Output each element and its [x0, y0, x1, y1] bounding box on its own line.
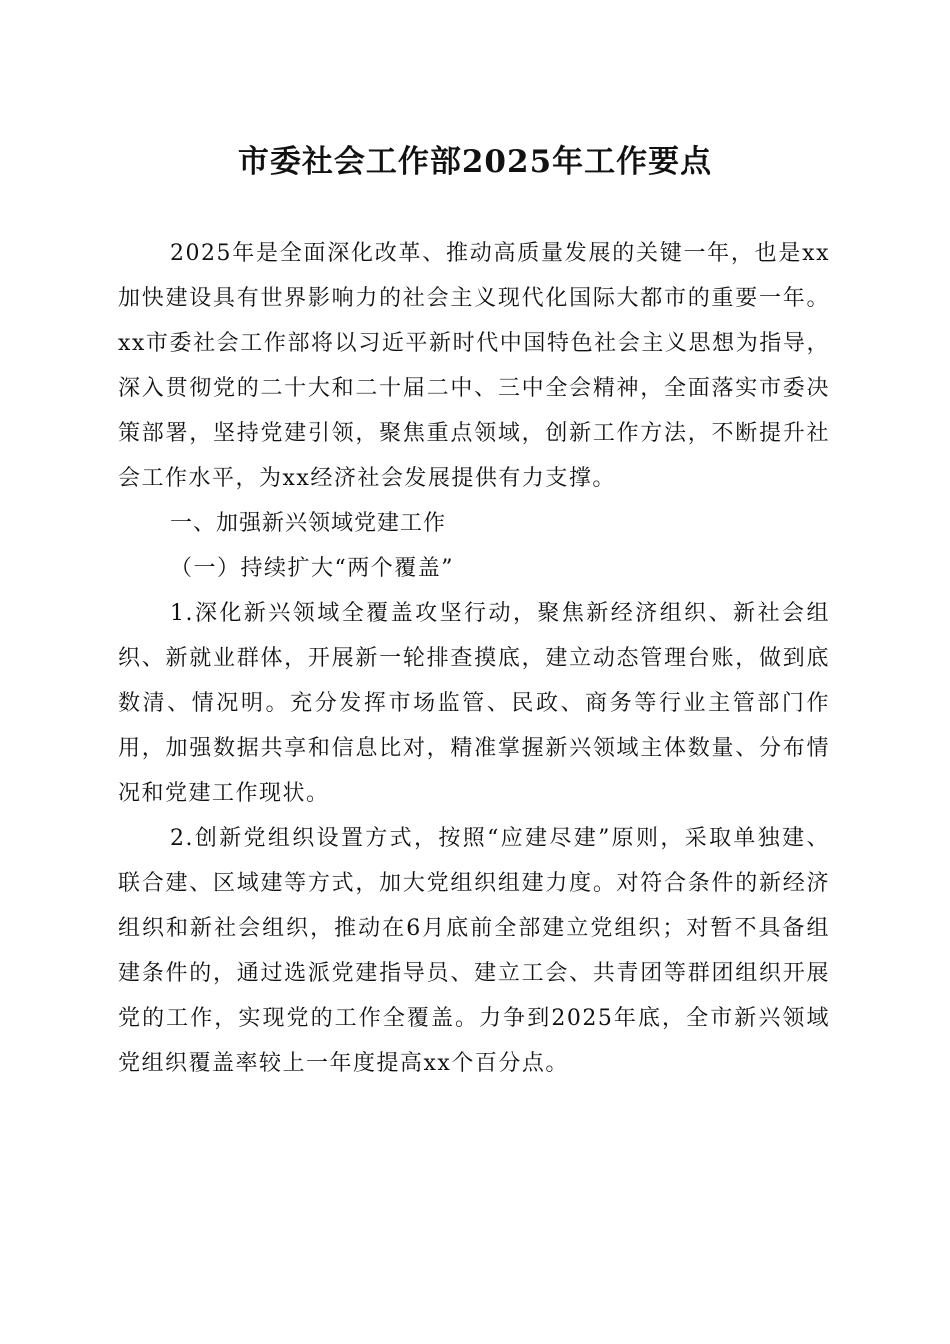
section-heading: 一、加强新兴领域党建工作 [170, 511, 447, 536]
document-title: 市委社会工作部2025年工作要点 [237, 144, 713, 180]
subsection-heading: （一）持续扩大“两个覆盖” [170, 556, 454, 581]
item-paragraph-1: 1.深化新兴领域全覆盖攻坚行动，聚焦新经济组织、新社会组织、新就业群体，开展新一轮排查摸底，建立动态管理台账，做到底数清、情况明。充分发挥市场监管、民政、商务等行业主管部门作用，加强数据共享和信息比对，精准掌握新兴领域主体数量、分布情况和党建工作现状。 [118, 601, 830, 806]
document-body [118, 231, 830, 1086]
item-paragraph-2: 2.创新党组织设置方式，按照“应建尽建”原则，采取单独建、联合建、区域建等方式，加大党组织组建力度。对符合条件的新经济组织和新社会组织，推动在6月底前全部建立党组织；对暂不具备组建条件的，通过选派党建指导员、建立工会、共青团等群团组织开展党的工作，实现党的工作全覆盖。力争到2025年底，全市新兴领域党组织覆盖率较上一年度提高xx个百分点。 [118, 826, 830, 1076]
intro-paragraph: 2025年是全面深化改革、推动高质量发展的关键一年，也是xx加快建设具有世界影响力的社会主义现代化国际大都市的重要一年。xx市委社会工作部将以习近平新时代中国特色社会主义思想为指导，深入贯彻党的二十大和二十届二中、三中全会精神，全面落实市委决策部署，坚持党建引领，聚焦重点领域，创新工作方法，不断提升社会工作水平，为xx经济社会发展提供有力支撑。 [118, 241, 830, 491]
